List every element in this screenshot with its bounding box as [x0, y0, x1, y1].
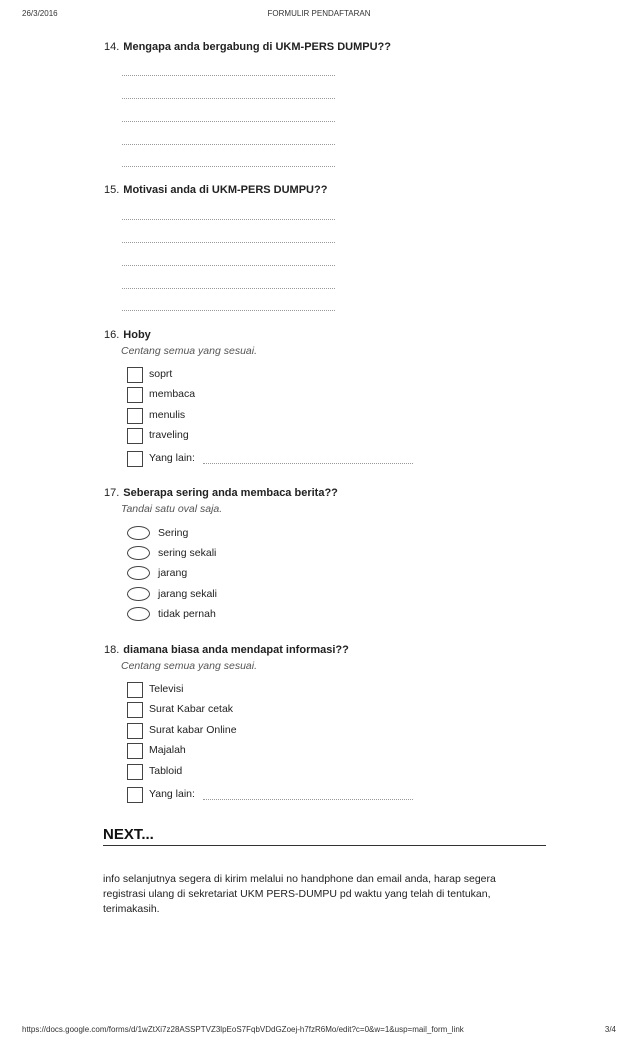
checkbox[interactable]	[127, 387, 143, 403]
question-17	[104, 487, 424, 515]
question-help: Centang semua yang sesuai.	[121, 660, 258, 672]
option-label: jarang sekali	[158, 588, 217, 600]
question-title	[104, 329, 424, 341]
checkbox[interactable]	[127, 682, 143, 698]
answer-line[interactable]	[122, 98, 335, 99]
question-title	[104, 41, 424, 53]
question-number: 15.	[104, 184, 120, 196]
section-title: NEXT...	[103, 826, 546, 846]
question-text: Hoby	[123, 329, 151, 341]
radio-oval[interactable]	[127, 587, 150, 601]
checkbox[interactable]	[127, 764, 143, 780]
radio-oval[interactable]	[127, 546, 150, 560]
checkbox[interactable]	[127, 723, 143, 739]
option-label: Yang lain:	[149, 788, 195, 800]
question-text: Seberapa sering anda membaca berita??	[123, 487, 338, 499]
option-label: membaca	[149, 388, 196, 400]
question-number: 16.	[104, 329, 120, 341]
answer-line[interactable]	[122, 310, 335, 311]
option-label: soprt	[149, 368, 173, 380]
print-date: 26/3/2016	[22, 9, 58, 18]
option-label: traveling	[149, 429, 189, 441]
option-label: sering sekali	[158, 547, 217, 559]
answer-line[interactable]	[122, 144, 335, 145]
question-text: Mengapa anda bergabung di UKM-PERS DUMPU??	[123, 41, 391, 53]
checkbox[interactable]	[127, 451, 143, 467]
question-help: Centang semua yang sesuai.	[121, 345, 258, 357]
print-title: FORMULIR PENDAFTARAN	[267, 9, 371, 18]
answer-line[interactable]	[122, 288, 335, 289]
question-help: Tandai satu oval saja.	[121, 503, 223, 515]
option-label: Surat kabar Online	[149, 724, 237, 736]
section-description: info selanjutnya segera di kirim melalui no handphone dan email anda, harap segera registrasi ulang di sekretariat UKM PERS-DUMPU pd waktu yang telah di tentukan, terimakasih.	[103, 873, 496, 915]
question-text: diamana biasa anda mendapat informasi??	[123, 644, 349, 656]
question-18	[104, 644, 424, 672]
other-input[interactable]	[203, 463, 413, 464]
answer-line[interactable]	[122, 166, 335, 167]
checkbox[interactable]	[127, 367, 143, 383]
option-label: Televisi	[149, 683, 184, 695]
radio-oval[interactable]	[127, 526, 150, 540]
question-number: 17.	[104, 487, 120, 499]
answer-line[interactable]	[122, 242, 335, 243]
answer-line[interactable]	[122, 265, 335, 266]
print-url: https://docs.google.com/forms/d/1wZtXi7z28ASSPTVZ3lpEoS7FqbVDdGZoej-h7fzR6Mo/edit?c=0&w=1&usp=mail_form_link	[22, 1025, 464, 1034]
answer-line[interactable]	[122, 219, 335, 220]
radio-oval[interactable]	[127, 566, 150, 580]
checkbox[interactable]	[127, 743, 143, 759]
option-label: jarang	[158, 567, 188, 579]
option-label: Tabloid	[149, 765, 183, 777]
option-label: menulis	[149, 409, 186, 421]
option-label: Majalah	[149, 744, 186, 756]
option-label: Surat Kabar cetak	[149, 703, 234, 715]
checkbox[interactable]	[127, 408, 143, 424]
checkbox[interactable]	[127, 787, 143, 803]
question-title	[104, 184, 424, 196]
question-number: 18.	[104, 644, 120, 656]
page-number: 3/4	[604, 1025, 616, 1034]
radio-oval[interactable]	[127, 607, 150, 621]
checkbox[interactable]	[127, 702, 143, 718]
answer-line[interactable]	[122, 75, 335, 76]
question-14	[104, 41, 424, 53]
option-label: Sering	[158, 527, 189, 539]
option-label: tidak pernah	[158, 608, 216, 620]
answer-line[interactable]	[122, 121, 335, 122]
checkbox[interactable]	[127, 428, 143, 444]
question-15	[104, 184, 424, 196]
question-number: 14.	[104, 41, 120, 53]
other-input[interactable]	[203, 799, 413, 800]
question-title	[104, 487, 424, 499]
option-label: Yang lain:	[149, 452, 195, 464]
question-title	[104, 644, 424, 656]
question-16	[104, 329, 424, 357]
question-text: Motivasi anda di UKM-PERS DUMPU??	[123, 184, 328, 196]
